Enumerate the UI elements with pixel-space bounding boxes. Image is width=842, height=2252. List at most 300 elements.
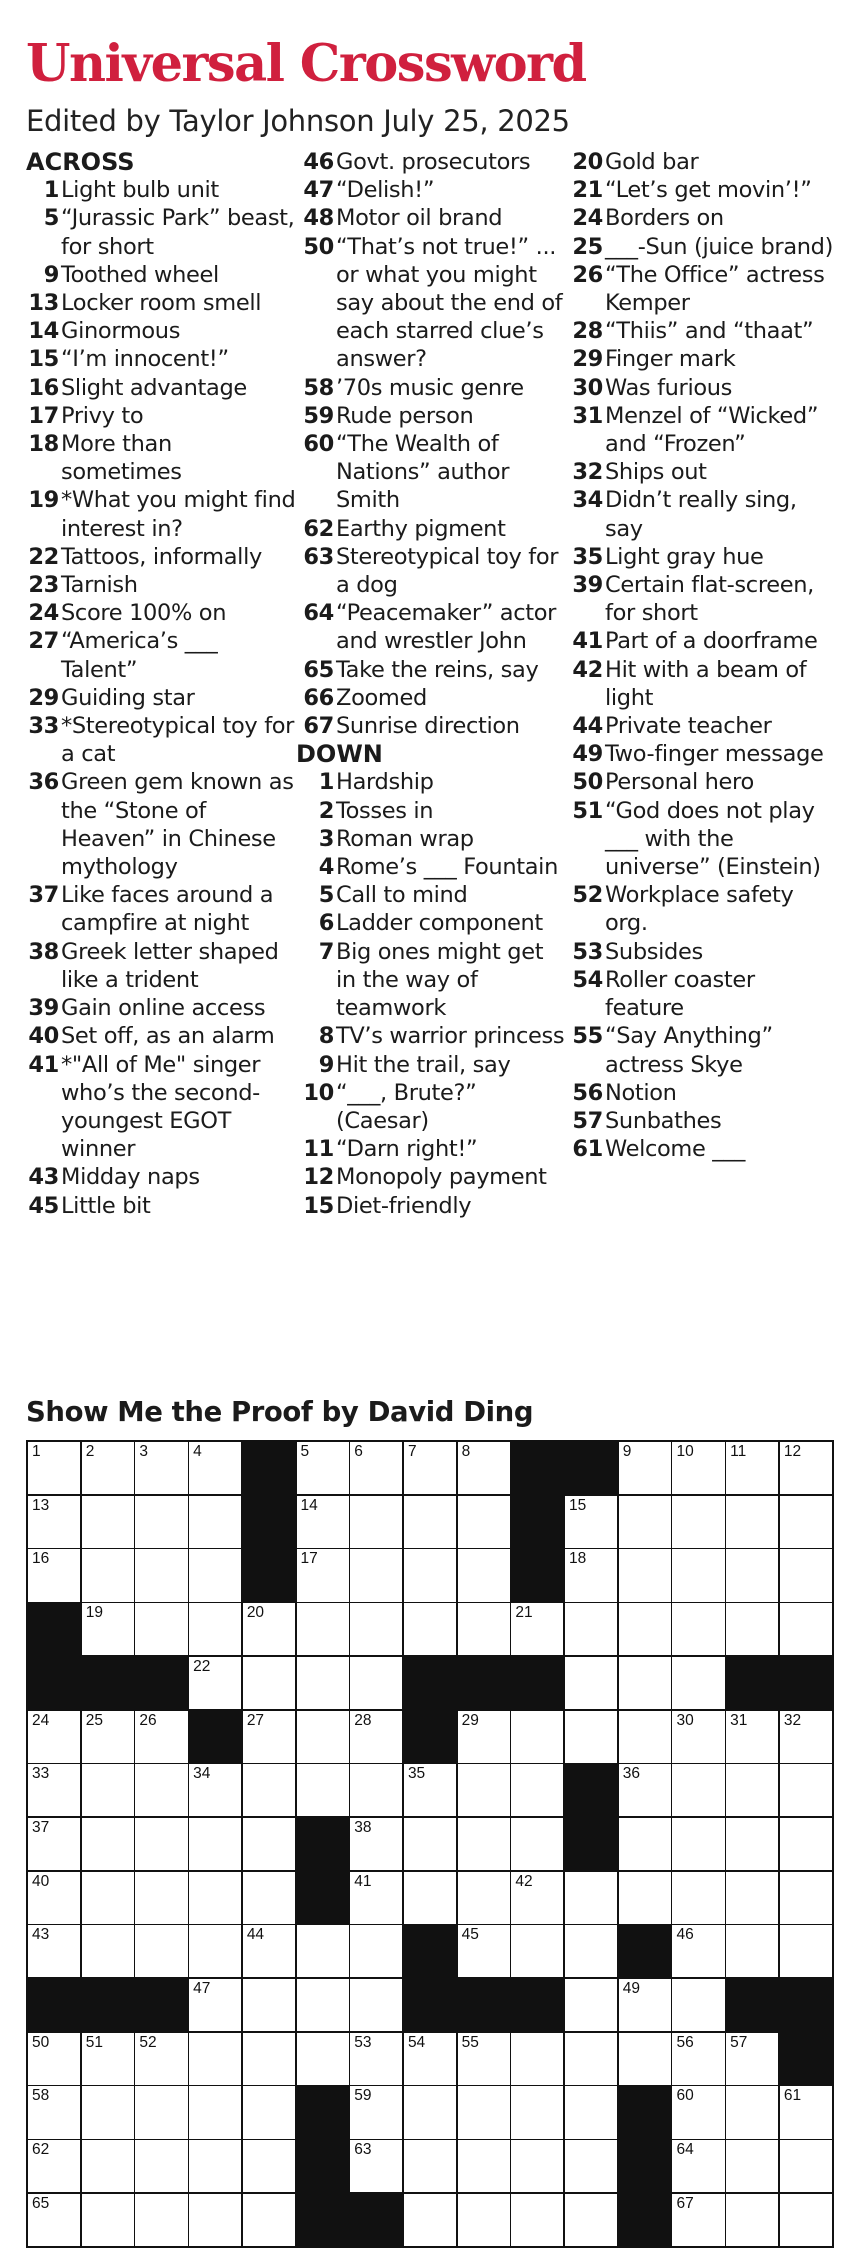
grid-cell[interactable] — [672, 1764, 724, 1816]
clue-item — [26, 402, 296, 430]
clue-text: TV’s warrior princess — [336, 1023, 565, 1050]
grid-block — [135, 1657, 187, 1709]
grid-cell[interactable] — [297, 1764, 349, 1816]
clue-text: Privy to — [61, 402, 144, 429]
grid-cell[interactable] — [82, 1496, 134, 1548]
clue-text: Green gem known as the “Stone of Heaven” in Chinese mythology — [61, 769, 294, 881]
grid-cell[interactable] — [189, 2194, 241, 2246]
clue-number: 42 — [572, 656, 603, 683]
clue-text: Score 100% on — [61, 600, 227, 627]
clue-text: “Let’s get movin’!” — [605, 177, 812, 204]
clue-text: “I’m innocent!” — [61, 346, 229, 373]
grid-cell[interactable] — [780, 2086, 832, 2138]
grid-block — [135, 1979, 187, 2031]
grid-cell[interactable] — [243, 2033, 295, 2085]
clue-item — [296, 515, 568, 543]
grid-cell[interactable] — [297, 1496, 349, 1548]
clue-number: 52 — [572, 882, 603, 909]
grid-cell[interactable] — [189, 2140, 241, 2192]
grid-cell[interactable] — [243, 1925, 295, 1977]
clue-column-3 — [567, 148, 839, 1163]
clue-item — [567, 1079, 839, 1107]
clue-number: 61 — [572, 1136, 603, 1163]
grid-cell[interactable] — [189, 2086, 241, 2138]
clue-text: *What you might find interest in? — [61, 487, 296, 542]
across-heading: ACROSS — [26, 148, 135, 176]
grid-cell[interactable] — [672, 2033, 724, 2085]
cell-number: 57 — [730, 2033, 748, 2051]
grid-cell[interactable] — [350, 1979, 402, 2031]
grid-block — [297, 1872, 349, 1924]
grid-cell[interactable] — [243, 1603, 295, 1655]
clue-text: Guiding star — [61, 684, 195, 711]
clue-number: 2 — [318, 797, 334, 824]
grid-cell[interactable] — [350, 1442, 402, 1494]
clue-item — [296, 599, 568, 655]
grid-cell[interactable] — [565, 2033, 617, 2085]
grid-cell[interactable] — [243, 1711, 295, 1763]
grid-cell[interactable] — [672, 1872, 724, 1924]
grid-cell[interactable] — [135, 1549, 187, 1601]
clue-number: 36 — [28, 769, 59, 796]
grid-block — [297, 2140, 349, 2192]
cell-number: 18 — [569, 1550, 587, 1568]
grid-cell[interactable] — [780, 2140, 832, 2192]
clue-text: Private teacher — [605, 713, 772, 740]
grid-cell[interactable] — [82, 2140, 134, 2192]
clue-text: Ginormous — [61, 318, 181, 345]
grid-cell[interactable] — [135, 1818, 187, 1870]
clue-item — [567, 176, 839, 204]
grid-cell[interactable] — [350, 1657, 402, 1709]
grid-cell[interactable] — [82, 1872, 134, 1924]
grid-cell[interactable] — [565, 1496, 617, 1548]
grid-cell[interactable] — [458, 2033, 510, 2085]
cell-number: 27 — [246, 1711, 265, 1729]
grid-cell[interactable] — [565, 2086, 617, 2138]
grid-cell[interactable] — [243, 1657, 295, 1709]
grid-block — [404, 1925, 456, 1977]
grid-cell[interactable] — [672, 2086, 724, 2138]
grid-block — [189, 1711, 241, 1763]
cell-number: 59 — [354, 2087, 372, 2105]
grid-cell[interactable] — [726, 2086, 778, 2138]
clue-item — [567, 712, 839, 740]
clue-text: Notion — [605, 1079, 677, 1106]
grid-cell[interactable] — [404, 1764, 456, 1816]
grid-cell[interactable] — [28, 1496, 80, 1548]
clue-item — [567, 486, 839, 542]
clue-number: 41 — [572, 628, 603, 655]
grid-cell[interactable] — [243, 2194, 295, 2246]
grid-cell[interactable] — [28, 1818, 80, 1870]
clue-number: 35 — [572, 543, 603, 570]
grid-cell[interactable] — [404, 2194, 456, 2246]
grid-cell[interactable] — [297, 1925, 349, 1977]
grid-cell[interactable] — [780, 1442, 832, 1494]
grid-cell[interactable] — [135, 1603, 187, 1655]
grid-cell[interactable] — [28, 2033, 80, 2085]
clue-item — [26, 289, 296, 317]
grid-cell[interactable] — [350, 1818, 402, 1870]
cell-number: 35 — [407, 1765, 426, 1783]
grid-cell[interactable] — [28, 1711, 80, 1763]
grid-cell[interactable] — [672, 1711, 724, 1763]
grid-cell[interactable] — [672, 2194, 724, 2246]
grid-cell[interactable] — [511, 2140, 563, 2192]
grid-cell[interactable] — [565, 2140, 617, 2192]
grid-cell[interactable] — [726, 1549, 778, 1601]
grid-block — [458, 1979, 510, 2031]
grid-cell[interactable] — [350, 1925, 402, 1977]
clue-item — [296, 712, 568, 740]
grid-cell[interactable] — [404, 1442, 456, 1494]
grid-cell[interactable] — [404, 1603, 456, 1655]
grid-cell[interactable] — [189, 2033, 241, 2085]
grid-cell[interactable] — [189, 1872, 241, 1924]
grid-cell[interactable] — [350, 1764, 402, 1816]
grid-cell[interactable] — [135, 1764, 187, 1816]
grid-cell[interactable] — [780, 1549, 832, 1601]
grid-cell[interactable] — [82, 1925, 134, 1977]
grid-cell[interactable] — [458, 1818, 510, 1870]
grid-cell[interactable] — [726, 1818, 778, 1870]
cell-number: 8 — [461, 1443, 471, 1460]
grid-cell[interactable] — [404, 2033, 456, 2085]
grid-cell[interactable] — [243, 1818, 295, 1870]
cell-number: 50 — [32, 2033, 50, 2051]
clue-item — [567, 374, 839, 402]
grid-cell[interactable] — [135, 1711, 187, 1763]
grid-cell[interactable] — [404, 2086, 456, 2138]
grid-cell[interactable] — [135, 1872, 187, 1924]
grid-cell[interactable] — [780, 1496, 832, 1548]
cell-number: 52 — [139, 2033, 157, 2051]
grid-cell[interactable] — [726, 1711, 778, 1763]
grid-cell[interactable] — [565, 1872, 617, 1924]
grid-block — [511, 1549, 563, 1601]
grid-cell[interactable] — [619, 1657, 671, 1709]
clue-number: 46 — [303, 149, 334, 175]
grid-cell[interactable] — [82, 2086, 134, 2138]
grid-cell[interactable] — [726, 2033, 778, 2085]
grid-cell[interactable] — [28, 1549, 80, 1601]
grid-block — [565, 1764, 617, 1816]
grid-cell[interactable] — [619, 1603, 671, 1655]
clue-number: 22 — [28, 543, 59, 570]
clue-text: Tattoos, informally — [61, 543, 262, 570]
grid-cell[interactable] — [619, 1442, 671, 1494]
clue-item — [567, 1022, 839, 1078]
clue-text: Certain flat-screen, for short — [605, 572, 814, 627]
grid-cell[interactable] — [726, 1603, 778, 1655]
grid-cell[interactable] — [511, 2086, 563, 2138]
clue-text: Zoomed — [336, 684, 427, 711]
grid-cell[interactable] — [726, 1496, 778, 1548]
grid-cell[interactable] — [350, 1603, 402, 1655]
grid-block — [297, 2086, 349, 2138]
cell-number: 45 — [461, 1926, 479, 1944]
clue-item — [567, 768, 839, 796]
grid-cell[interactable] — [458, 2140, 510, 2192]
grid-cell[interactable] — [189, 1496, 241, 1548]
grid-cell[interactable] — [28, 1442, 80, 1494]
grid-cell[interactable] — [297, 1657, 349, 1709]
grid-cell[interactable] — [28, 2194, 80, 2246]
clue-text: Light bulb unit — [61, 177, 219, 204]
grid-cell[interactable] — [511, 1603, 563, 1655]
grid-cell[interactable] — [726, 1764, 778, 1816]
grid-cell[interactable] — [82, 1442, 134, 1494]
grid-block — [297, 1818, 349, 1870]
grid-cell[interactable] — [135, 2086, 187, 2138]
grid-cell[interactable] — [619, 1979, 671, 2031]
grid-cell[interactable] — [511, 1872, 563, 1924]
grid-cell[interactable] — [565, 1549, 617, 1601]
grid-cell[interactable] — [672, 1442, 724, 1494]
grid-cell[interactable] — [135, 2140, 187, 2192]
grid-cell[interactable] — [82, 1764, 134, 1816]
grid-cell[interactable] — [619, 1549, 671, 1601]
grid-cell[interactable] — [458, 1549, 510, 1601]
clue-item — [26, 684, 296, 712]
grid-cell[interactable] — [511, 1711, 563, 1763]
grid-cell[interactable] — [350, 1549, 402, 1601]
grid-cell[interactable] — [672, 1496, 724, 1548]
grid-cell[interactable] — [619, 1496, 671, 1548]
grid-cell[interactable] — [297, 2033, 349, 2085]
cell-number: 51 — [85, 2033, 103, 2051]
clue-text: ___-Sun (juice brand) — [605, 233, 834, 260]
grid-cell[interactable] — [672, 1603, 724, 1655]
cell-number: 41 — [354, 1872, 372, 1890]
clue-text: Earthy pigment — [336, 515, 506, 542]
cell-number: 4 — [193, 1443, 202, 1460]
cell-number: 32 — [783, 1711, 802, 1729]
clue-text: ’70s music genre — [336, 374, 524, 401]
grid-cell[interactable] — [780, 1925, 832, 1977]
grid-cell[interactable] — [726, 2194, 778, 2246]
clue-number: 9 — [43, 261, 59, 288]
grid-cell[interactable] — [189, 1657, 241, 1709]
grid-cell[interactable] — [404, 1549, 456, 1601]
grid-cell[interactable] — [726, 2140, 778, 2192]
cell-number: 60 — [676, 2087, 694, 2105]
grid-cell[interactable] — [135, 2033, 187, 2085]
grid-cell[interactable] — [565, 1979, 617, 2031]
grid-cell[interactable] — [619, 1872, 671, 1924]
grid-cell[interactable] — [726, 1442, 778, 1494]
clue-number: 18 — [28, 431, 59, 458]
grid-block — [458, 1657, 510, 1709]
grid-cell[interactable] — [135, 2194, 187, 2246]
cell-number: 9 — [622, 1443, 632, 1460]
cell-number: 10 — [676, 1443, 694, 1460]
clue-number: 28 — [572, 318, 603, 345]
grid-cell[interactable] — [404, 1872, 456, 1924]
grid-cell[interactable] — [350, 1496, 402, 1548]
cell-number: 38 — [354, 1818, 372, 1836]
grid-cell[interactable] — [28, 1764, 80, 1816]
grid-block — [404, 1711, 456, 1763]
grid-cell[interactable] — [726, 1872, 778, 1924]
cell-number: 7 — [407, 1443, 417, 1460]
clue-text: Personal hero — [605, 769, 754, 796]
clue-number: 4 — [318, 854, 334, 881]
cell-number: 25 — [85, 1711, 103, 1729]
clue-number: 13 — [28, 290, 59, 317]
grid-cell[interactable] — [780, 1764, 832, 1816]
grid-cell[interactable] — [565, 2194, 617, 2246]
grid-cell[interactable] — [672, 1549, 724, 1601]
cell-number: 31 — [730, 1711, 748, 1729]
grid-cell[interactable] — [350, 2033, 402, 2085]
grid-cell[interactable] — [565, 1603, 617, 1655]
grid-cell[interactable] — [672, 1818, 724, 1870]
grid-cell[interactable] — [243, 1764, 295, 1816]
grid-cell[interactable] — [619, 1764, 671, 1816]
clue-text: Sunbathes — [605, 1107, 722, 1134]
grid-cell[interactable] — [243, 2140, 295, 2192]
grid-cell[interactable] — [82, 1603, 134, 1655]
clue-number: 25 — [572, 233, 603, 260]
grid-cell[interactable] — [28, 2086, 80, 2138]
puzzle-title: Universal Crossword — [26, 34, 586, 94]
grid-cell[interactable] — [726, 1925, 778, 1977]
clue-item — [567, 233, 839, 261]
grid-cell[interactable] — [511, 1764, 563, 1816]
grid-cell[interactable] — [619, 2033, 671, 2085]
grid-cell[interactable] — [82, 1818, 134, 1870]
clue-text: Hit with a beam of light — [605, 656, 807, 711]
cell-number: 22 — [193, 1657, 211, 1675]
grid-cell[interactable] — [243, 2086, 295, 2138]
grid-cell[interactable] — [458, 1711, 510, 1763]
clue-number: 15 — [28, 346, 59, 373]
grid-cell[interactable] — [458, 2086, 510, 2138]
grid-cell[interactable] — [82, 1711, 134, 1763]
grid-cell[interactable] — [511, 2194, 563, 2246]
clue-number: 39 — [28, 995, 59, 1022]
clue-item — [296, 1135, 568, 1163]
grid-cell[interactable] — [565, 1657, 617, 1709]
clue-text: Welcome ___ — [605, 1136, 745, 1163]
grid-cell[interactable] — [458, 1603, 510, 1655]
clue-item — [26, 768, 296, 881]
clue-item — [567, 1135, 839, 1163]
grid-cell[interactable] — [565, 1711, 617, 1763]
grid-cell[interactable] — [780, 1603, 832, 1655]
grid-cell[interactable] — [780, 1818, 832, 1870]
grid-cell[interactable] — [28, 1925, 80, 1977]
grid-cell[interactable] — [82, 1549, 134, 1601]
cell-number: 21 — [515, 1604, 533, 1622]
grid-cell[interactable] — [189, 1442, 241, 1494]
clue-number: 15 — [303, 1192, 334, 1219]
clue-number: 3 — [318, 825, 334, 852]
grid-cell[interactable] — [780, 1872, 832, 1924]
clue-text: “Delish!” — [336, 177, 435, 204]
grid-cell[interactable] — [350, 1711, 402, 1763]
grid-block — [243, 1496, 295, 1548]
grid-cell[interactable] — [458, 2194, 510, 2246]
grid-cell[interactable] — [350, 2140, 402, 2192]
grid-cell[interactable] — [619, 1818, 671, 1870]
grid-cell[interactable] — [350, 1872, 402, 1924]
clue-text: Monopoly payment — [336, 1164, 547, 1191]
grid-cell[interactable] — [135, 1496, 187, 1548]
grid-cell[interactable] — [135, 1925, 187, 1977]
grid-cell[interactable] — [297, 1549, 349, 1601]
clue-number: 43 — [28, 1164, 59, 1191]
clue-item — [26, 1192, 296, 1220]
grid-cell[interactable] — [189, 1764, 241, 1816]
grid-cell[interactable] — [780, 2194, 832, 2246]
grid-cell[interactable] — [458, 1872, 510, 1924]
grid-block — [619, 2086, 671, 2138]
grid-cell[interactable] — [82, 2194, 134, 2246]
grid-cell[interactable] — [189, 1925, 241, 1977]
grid-cell[interactable] — [243, 1979, 295, 2031]
grid-cell[interactable] — [350, 2086, 402, 2138]
grid-cell[interactable] — [458, 1496, 510, 1548]
grid-cell[interactable] — [404, 1496, 456, 1548]
grid-cell[interactable] — [458, 1442, 510, 1494]
clue-number: 10 — [303, 1079, 334, 1106]
grid-cell[interactable] — [189, 1603, 241, 1655]
grid-cell[interactable] — [672, 1925, 724, 1977]
grid-cell[interactable] — [404, 1818, 456, 1870]
clue-text: Light gray hue — [605, 543, 764, 570]
clue-number: 38 — [28, 938, 59, 965]
grid-cell[interactable] — [511, 2033, 563, 2085]
clue-number: 54 — [572, 966, 603, 993]
grid-cell[interactable] — [297, 1979, 349, 2031]
grid-cell[interactable] — [619, 1711, 671, 1763]
grid-cell[interactable] — [458, 1764, 510, 1816]
grid-cell[interactable] — [82, 2033, 134, 2085]
grid-cell[interactable] — [511, 1925, 563, 1977]
cell-number: 43 — [32, 1926, 50, 1944]
grid-cell[interactable] — [297, 1442, 349, 1494]
grid-cell[interactable] — [28, 1872, 80, 1924]
grid-cell[interactable] — [511, 1818, 563, 1870]
grid-cell[interactable] — [672, 1657, 724, 1709]
grid-cell[interactable] — [780, 1711, 832, 1763]
grid-cell[interactable] — [672, 2140, 724, 2192]
grid-cell[interactable] — [458, 1925, 510, 1977]
clue-item — [567, 204, 839, 232]
grid-cell[interactable] — [404, 2140, 456, 2192]
grid-block — [511, 1496, 563, 1548]
grid-cell[interactable] — [189, 1979, 241, 2031]
grid-cell[interactable] — [297, 1711, 349, 1763]
clue-text: “The Office” actress Kemper — [605, 261, 825, 317]
grid-cell[interactable] — [189, 1549, 241, 1601]
clue-column-1 — [26, 148, 296, 1220]
grid-cell[interactable] — [672, 1979, 724, 2031]
grid-cell[interactable] — [189, 1818, 241, 1870]
clue-number: 66 — [303, 684, 334, 711]
clue-item — [26, 430, 296, 486]
grid-block — [243, 1549, 295, 1601]
grid-cell[interactable] — [565, 1925, 617, 1977]
grid-cell[interactable] — [135, 1442, 187, 1494]
grid-cell[interactable] — [243, 1872, 295, 1924]
editor-date-line: Edited by Taylor Johnson July 25, 2025 — [26, 104, 570, 138]
grid-cell[interactable] — [28, 2140, 80, 2192]
grid-cell[interactable] — [297, 1603, 349, 1655]
